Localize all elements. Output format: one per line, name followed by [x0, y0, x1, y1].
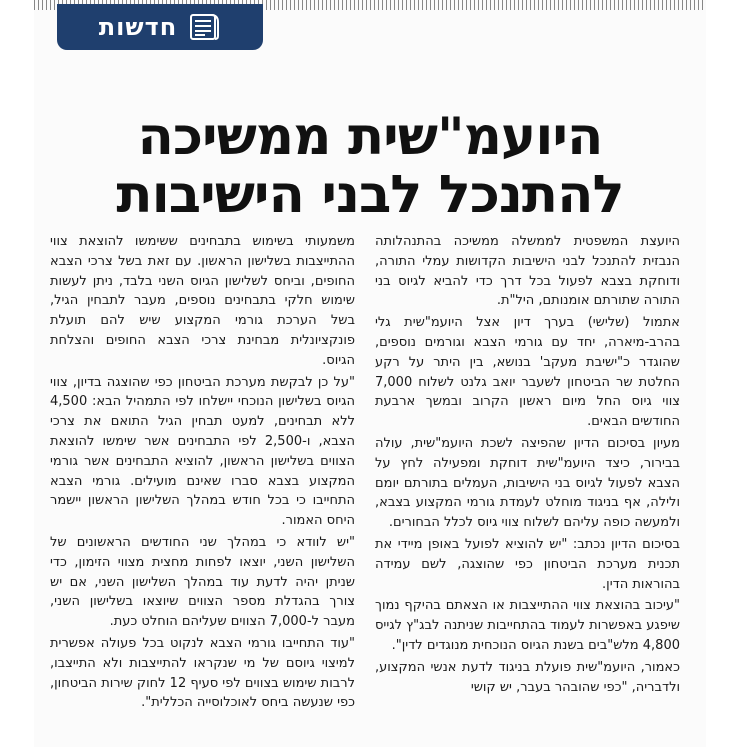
paragraph: מעיון בסיכום הדיון שהפיצה לשכת היועמ"שית, עולה בבירור, כיצד היועמ"שית דוחקת ומפעילה לחץ על הצבא לפעול לגיוס בני הישיבות, העמלים בתורתם יומם ולילה, אף בניגוד מוחלט לעמדת גורמי המקצוע בצבא, ולמעשה כופה עליהם לשלוח צווי גיוס לכלל הבחורים. — [375, 435, 680, 531]
paragraph: בסיכום הדיון נכתב: "יש להוציא לפועל באופן מיידי את תכנית מערכת הביטחון כפי שהוצגה, לשם עמידה בהוראות הדין. — [375, 536, 680, 592]
paragraph: "יש לוודא כי במהלך שני החודשים הראשונים של השלישון השני, יוצאו לפחות מחצית מצווי הזימון, כדי שניתן יהיה לדעת עוד במהלך השלישון השני, אם יש צורך בהגדלת מספר הצווים שיוצאו בשלישון השני, מעבר ל-7,000 הצווים שעליהם הוחלט כעת. — [50, 534, 355, 630]
page-margin-left — [0, 0, 34, 747]
paragraph: "עיכוב בהוצאת צווי ההתייצבות או הצאתם בהיקף נמוך שיפגע באפשרות לעמוד בהתחייבות שניתנה לבג"ץ לגייס 4,800 מלש"בים בשנת הגיוס הנוכחית מנוגדים לדין". — [375, 598, 680, 653]
page-margin-right — [706, 0, 740, 747]
paragraph: היועצת המשפטית לממשלה ממשיכה בהתנהלותה הנבזית להתנכל לבני הישיבות הקדושות עמלי התורה, ודוחקת בצבא לפעול בכל דרך כדי להביא לגיוס בני התורה שתורתם אומנותם, היל"ת. — [375, 234, 680, 309]
paragraph: כאמור, היועמ"שית פועלת בניגוד לדעת אנשי המקצוע, ולדבריה, "כפי שהובהר בעבר, יש קושי — [375, 659, 680, 695]
section-tab — [57, 4, 263, 50]
paragraph: "עוד התחייבו גורמי הצבא לנקוט בכל פעולה אפשרית למיצוי גיוסם של מי שנקראו להתייצבות ולא התייצבו, לרבות שימוש בצווים לפי סעיף 12 לחוק שירות הביטחון, כפי שנעשה ביחס לאוכלוסייה הכללית". — [50, 635, 355, 711]
column-left — [50, 232, 355, 747]
article-body — [50, 232, 680, 747]
column-right — [375, 232, 680, 747]
headline-line-2: להתנכל לבני הישיבות — [116, 165, 624, 225]
paragraph: "על כן לבקשת מערכת הביטחון כפי שהוצגה בדיון, צווי הגיוס בשלישון הנוכחי יישלחו לפי התמהיל הבא: 4,500 ללא תבחינים, למעט תבחין הגיל התואם את צרכי הצבא, ו-2,500 לפי התבחינים אשר שימשו להוצאת הצווים בשלישון הראשון, להוציא התבחינים אשר גורמי המקצוע בצבא סברו שאינם מועילים. גורמי הצבא התחייבו כי בכל חודש במהלך השלישון הראשון יישמר היחס האמור. — [50, 374, 355, 529]
newspaper-icon — [187, 12, 221, 42]
paragraph: אתמול (שלישי) בערך דיון אצל היועמ"שית גלי בהרב-מיארה, יחד עם גורמי הצבא וגורמים נוספים, שהוגדר כ"ישיבת מעקב' בנושא, בין היתר על רקע החלטת שר הביטחון לשעבר יואב גלנט לשלוח 7,000 צווי גיוס החל מיום ראשון הקרוב ובמשך ארבעת החודשים הבאים. — [375, 315, 680, 430]
paragraph: משמעותי בשימוש בתבחינים ששימשו להוצאת צווי ההתייצבות בשלישון הראשון. עם זאת בשל צרכי הצבא החופים, וביחס לשלישון הגיוס השני בלבד, ניתן לעשות שימוש חלקי בתבחינים נוספים, מעבר לתבחין הגיל, בשל הערכת גורמי המקצוע שיש להם תועלת פונקציונלית מבחינת צרכי הצבא החופים והצלחת הגיוס. — [50, 234, 355, 368]
section-label: חדשות — [98, 13, 178, 41]
headline-line-1: היועמ"שית ממשיכה — [137, 107, 603, 167]
article-headline — [64, 108, 676, 224]
